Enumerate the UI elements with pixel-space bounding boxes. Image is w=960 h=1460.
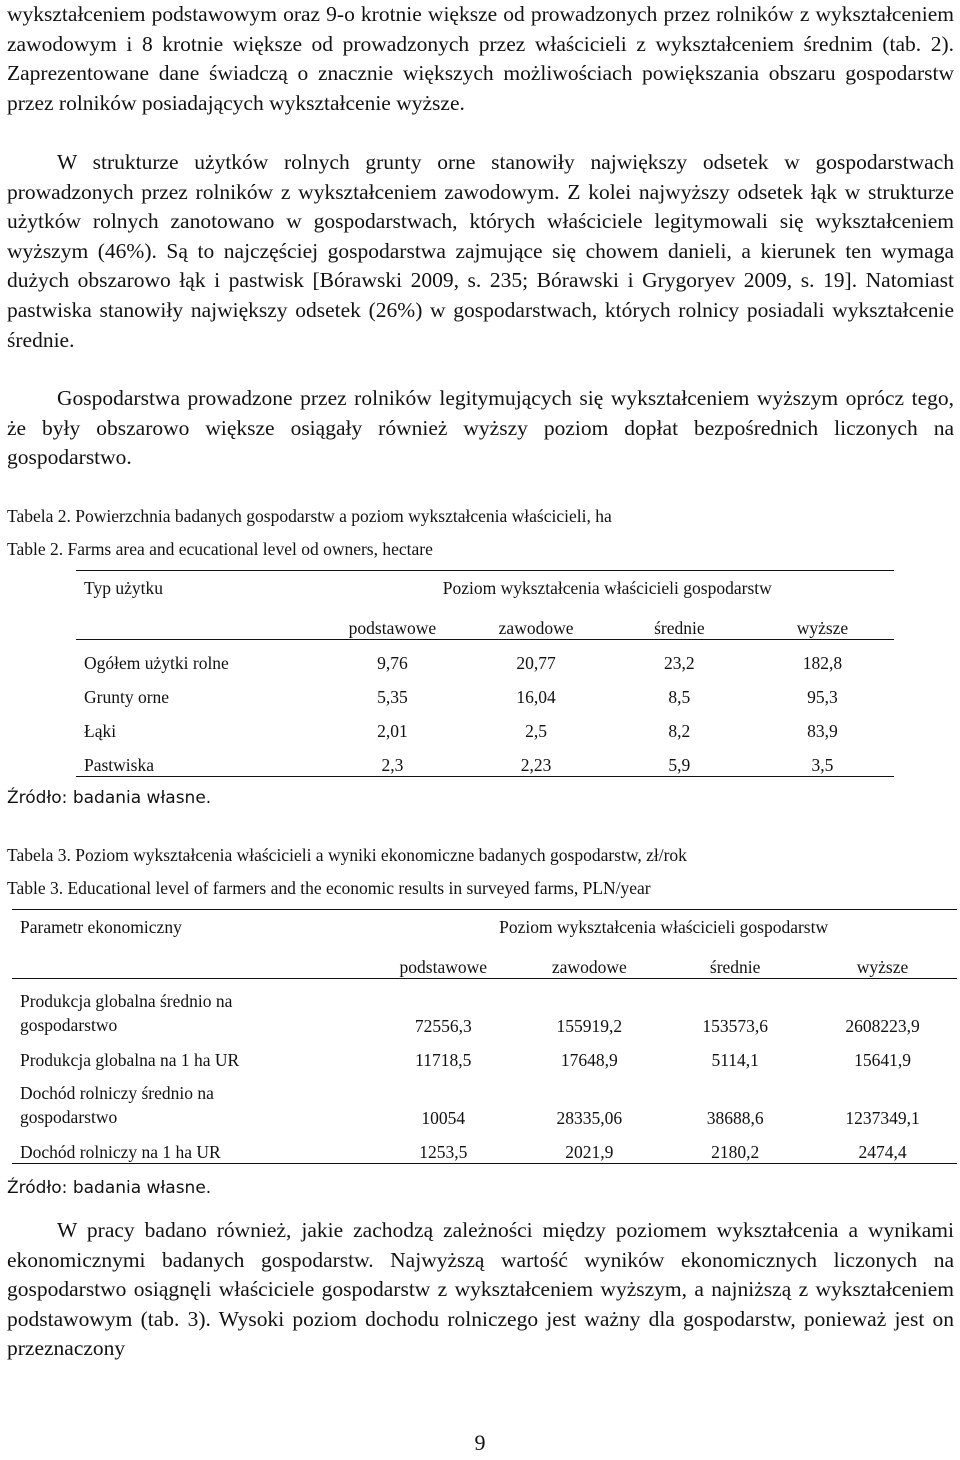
table2-cell: 2,01	[377, 721, 408, 741]
table3-source: Źródło: badania własne.	[7, 1178, 212, 1198]
table-row	[12, 1129, 957, 1164]
table3-cell: 2180,2	[662, 1129, 808, 1164]
table2-empty-cell	[76, 605, 320, 640]
table2-cell: 2,23	[464, 742, 608, 777]
table2-cell: 23,2	[664, 653, 695, 673]
table2-col-header: wyższe	[751, 605, 894, 640]
table2	[76, 570, 894, 777]
table3-col-header: wyższe	[808, 944, 957, 979]
table3-header-row	[12, 910, 957, 945]
table2-source: Źródło: badania własne.	[7, 788, 212, 808]
table2-caption-pl: Tabela 2. Powierzchnia badanych gospodarstw a poziom wykształcenia właścicieli, ha	[7, 506, 612, 526]
table3-cell: 11718,5	[415, 1050, 472, 1070]
table3-caption-en: Table 3. Educational level of farmers and the economic results in surveyed farms, PLN/year	[7, 878, 651, 898]
table2-cell: 20,77	[516, 653, 556, 673]
table2-row-header: Typ użytku	[76, 571, 320, 606]
table3-cell: 1237349,1	[845, 1108, 920, 1128]
table2-row-label: Grunty orne	[84, 687, 170, 707]
table3-cell: 15641,9	[854, 1050, 911, 1070]
table3-cell: 5114,1	[711, 1050, 759, 1070]
table2-cell: 2,3	[320, 742, 464, 777]
table3-row-label-line2: gospodarstwo	[20, 1015, 118, 1035]
table2-cell: 5,9	[608, 742, 751, 777]
table3-row-header: Parametr ekonomiczny	[12, 910, 370, 945]
table2-header-row	[76, 571, 894, 606]
table-row	[76, 674, 894, 708]
table3-row-label	[12, 1071, 370, 1129]
table-row	[12, 979, 957, 1038]
table3-caption-pl: Tabela 3. Poziom wykształcenia właścicieli a wyniki ekonomiczne badanych gospodarstw, zł/rok	[7, 845, 687, 865]
table3-row-label-line1: Dochód rolniczy średnio na	[20, 1083, 214, 1103]
table2-cell: 8,2	[668, 721, 691, 741]
table3-row-label-line1: Produkcja globalna średnio na	[20, 991, 233, 1011]
table3-cell: 2474,4	[808, 1129, 957, 1164]
table2-cell: 95,3	[807, 687, 838, 707]
table2-cell: 8,5	[668, 687, 691, 707]
table-row	[76, 742, 894, 777]
table-row	[12, 1071, 957, 1129]
table3-empty-cell	[12, 944, 370, 979]
table2-subheader-row	[76, 605, 894, 640]
table2-col-header: średnie	[608, 605, 751, 640]
paragraph-4-text: W pracy badano również, jakie zachodzą zależności między poziomem wykształcenia a wynikami ekonomicznymi badanych gospodarstw. Najwyższą wartość wyników ekonomicznych liczonych na gospodarstwo osiągnęli właściciele gospodarstw z wykształceniem wyższym, a najniższą z wykształceniem podstawowym (tab. 3). Wysoki poziom dochodu rolniczego jest ważny dla gospodarstw, ponieważ jest on przeznaczony	[7, 1218, 954, 1361]
table3-cell: 72556,3	[414, 1016, 472, 1036]
page-number: 9	[474, 1430, 486, 1455]
table3-cell: 2608223,9	[845, 1016, 920, 1036]
paragraph-4	[7, 1216, 954, 1364]
table2-col-header: podstawowe	[320, 605, 464, 640]
table2-cell: 5,35	[377, 687, 408, 707]
table2-cell: 3,5	[751, 742, 894, 777]
table3-subheader-row	[12, 944, 957, 979]
table2-row-label: Łąki	[84, 721, 117, 741]
table2-caption-en: Table 2. Farms area and ecucational level od owners, hectare	[7, 539, 433, 559]
paragraph-1: wykształceniem podstawowym oraz 9-o krotnie większe od prowadzonych przez rolników z wykształceniem zawodowym i 8 krotnie większe od prowadzonych przez właścicieli z wykształceniem średnim (tab. 2). Zaprezentowane dane świadczą o znacznie większych możliwościach powiększania obszaru gospodarstw przez rolników posiadających wykształcenie wyższe.	[7, 2, 954, 115]
table3-col-header: podstawowe	[370, 944, 516, 979]
table2-row-label: Pastwiska	[76, 742, 320, 777]
table2-cell: 83,9	[807, 721, 838, 741]
paragraph-2	[7, 148, 954, 355]
table2-col-header: zawodowe	[464, 605, 608, 640]
table3-cell: 1253,5	[370, 1129, 516, 1164]
table2-cell: 182,8	[802, 653, 843, 673]
table3-cell: 17648,9	[560, 1050, 618, 1070]
paragraph-2-text: W strukturze użytków rolnych grunty orne stanowiły największy odsetek w gospodarstwach prowadzonych przez rolników z wykształceniem zawodowym. Z kolei najwyższy odsetek łąk w strukturze użytków rolnych zanotowano w gospodarstwach, których właściciele legitymowali się wykształceniem wyższym (46%). Są to najczęściej gospodarstwa zajmujące się chowem danieli, a kierunek ten wymaga dużych obszarowo łąk i pastwisk [Bórawski 2009, s. 235; Bórawski i Grygoryev 2009, s. 19]. Natomiast pastwiska stanowiły największy odsetek (26%) w gospodarstwach, których rolnicy posiadali wykształcenie średnie.	[7, 150, 954, 352]
table-row	[76, 640, 894, 675]
table3-cell: 28335,06	[556, 1108, 623, 1128]
table-row	[76, 708, 894, 742]
table3-cell: 10054	[421, 1108, 466, 1128]
table3-cell: 153573,6	[702, 1016, 768, 1036]
table3-group-header: Poziom wykształcenia właścicieli gospodarstw	[370, 910, 957, 945]
table3-col-header: średnie	[662, 944, 808, 979]
table3-row-label-line2: gospodarstwo	[20, 1107, 118, 1127]
table3-cell: 38688,6	[706, 1108, 764, 1128]
table-row	[12, 1037, 957, 1071]
table2-cell: 9,76	[377, 653, 408, 673]
table2-cell: 16,04	[516, 687, 556, 707]
table3-row-label	[12, 979, 370, 1038]
table3	[12, 909, 957, 1164]
table2-cell: 2,5	[525, 721, 547, 741]
paragraph-3-text: Gospodarstwa prowadzone przez rolników legitymujących się wykształceniem wyższym oprócz tego, że były obszarowo większe osiągały również wyższy poziom dopłat bezpośrednich liczonych na gospodarstwo.	[7, 386, 954, 470]
table3-cell: 2021,9	[516, 1129, 662, 1164]
table2-group-header: Poziom wykształcenia właścicieli gospodarstw	[320, 571, 894, 606]
table2-row-label: Ogółem użytki rolne	[84, 653, 229, 673]
table3-row-label: Dochód rolniczy na 1 ha UR	[12, 1129, 370, 1164]
table3-row-label: Produkcja globalna na 1 ha UR	[20, 1050, 240, 1070]
table3-cell: 155919,2	[556, 1016, 623, 1036]
paragraph-3	[7, 384, 954, 473]
table3-col-header: zawodowe	[516, 944, 662, 979]
